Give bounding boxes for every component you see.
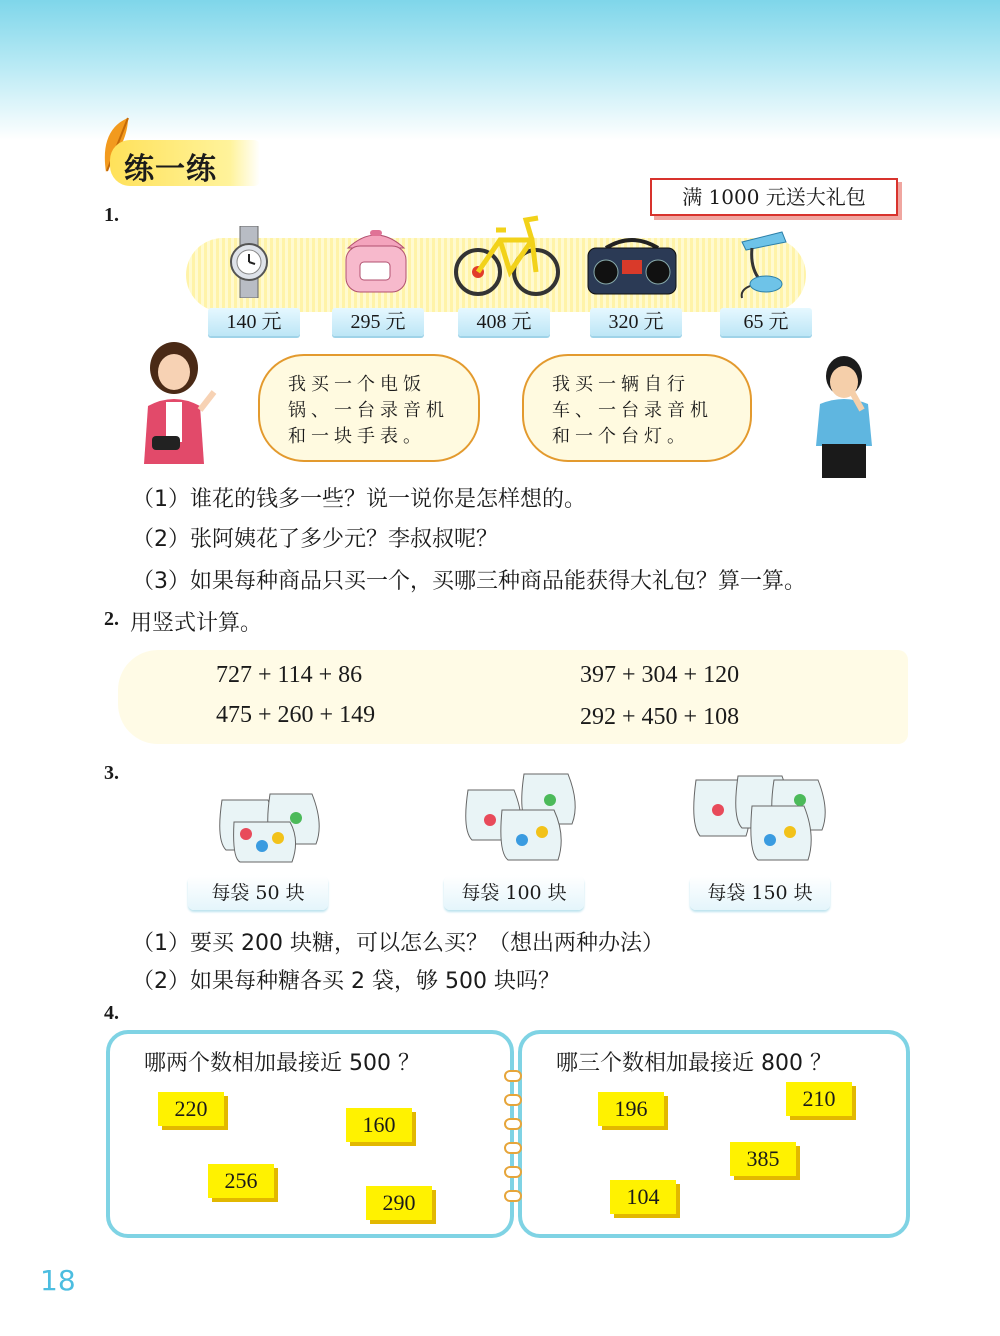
bubble-left-line-2: 锅、一台录音机 [288, 400, 449, 421]
q3-number: 3. [104, 762, 119, 784]
price-tag-lamp: 65 元 [720, 308, 812, 336]
section-title-banner [110, 140, 260, 186]
expr-1: 727 + 114 + 86 [216, 662, 363, 688]
q1-number: 1. [104, 204, 119, 226]
bicycle-icon [452, 210, 562, 302]
price-tag-bicycle: 408 元 [458, 308, 550, 336]
candy-label-50: 每袋 50 块 [188, 876, 328, 910]
number-card-104: 104 [610, 1180, 676, 1214]
q4-number: 4. [104, 1002, 119, 1024]
number-card-220: 220 [158, 1092, 224, 1126]
promo-sign: 满 1000 元送大礼包 [650, 178, 898, 216]
q2-number: 2. [104, 608, 119, 630]
candy-bags-2-icon [212, 770, 324, 864]
rice-cooker-icon [340, 222, 412, 298]
desk-lamp-icon [730, 228, 790, 300]
number-card-196: 196 [598, 1092, 664, 1126]
man-figure [806, 354, 882, 478]
q4-left-question: 哪两个数相加最接近 500 ？ [144, 1051, 420, 1076]
expr-3: 475 + 260 + 149 [216, 702, 376, 728]
section-title: 练一练 [124, 152, 217, 187]
q1-question-3: （3）如果每种商品只买一个，买哪三种商品能获得大礼包？算一算。 [132, 569, 806, 594]
cassette-recorder-icon [586, 236, 678, 296]
candy-bags-3-icon [462, 760, 582, 864]
bubble-right-line-3: 和一个台灯。 [552, 426, 690, 447]
bubble-right-line-1: 我买一辆自行 [552, 374, 690, 395]
candy-label-100: 每袋 100 块 [444, 876, 584, 910]
watch-icon [226, 226, 272, 298]
q2-title: 用竖式计算。 [130, 611, 263, 636]
expr-4: 292 + 450 + 108 [580, 704, 740, 730]
page-number: 18 [40, 1264, 76, 1297]
number-card-160: 160 [346, 1108, 412, 1142]
number-card-385: 385 [730, 1142, 796, 1176]
q1-question-2: （2）张阿姨花了多少元？李叔叔呢？ [132, 527, 498, 552]
candy-bags-4-icon [690, 760, 830, 864]
price-tag-rice-cooker: 295 元 [332, 308, 424, 336]
q1-question-1: （1）谁花的钱多一些？说一说你是怎样想的。 [132, 487, 586, 512]
binder-rings [504, 1070, 528, 1202]
bubble-left-line-1: 我买一个电饭 [288, 374, 426, 395]
q3-question-2: （2）如果每种糖各买 2 袋，够 500 块吗？ [132, 969, 560, 994]
q4-right-question: 哪三个数相加最接近 800 ？ [556, 1051, 832, 1076]
bubble-left-line-3: 和一块手表。 [288, 426, 426, 447]
q3-question-1: （1）要买 200 块糖，可以怎么买？（想出两种办法） [132, 931, 664, 956]
expr-2: 397 + 304 + 120 [580, 662, 740, 688]
header-gradient-band [0, 0, 1000, 140]
bubble-right-line-2: 车、一台录音机 [552, 400, 713, 421]
speech-bubble-left [258, 354, 480, 462]
candy-label-150: 每袋 150 块 [690, 876, 830, 910]
price-tag-watch: 140 元 [208, 308, 300, 336]
woman-figure [130, 340, 226, 464]
number-card-210: 210 [786, 1082, 852, 1116]
number-card-256: 256 [208, 1164, 274, 1198]
speech-bubble-right [522, 354, 752, 462]
number-card-290: 290 [366, 1186, 432, 1220]
price-tag-recorder: 320 元 [590, 308, 682, 336]
